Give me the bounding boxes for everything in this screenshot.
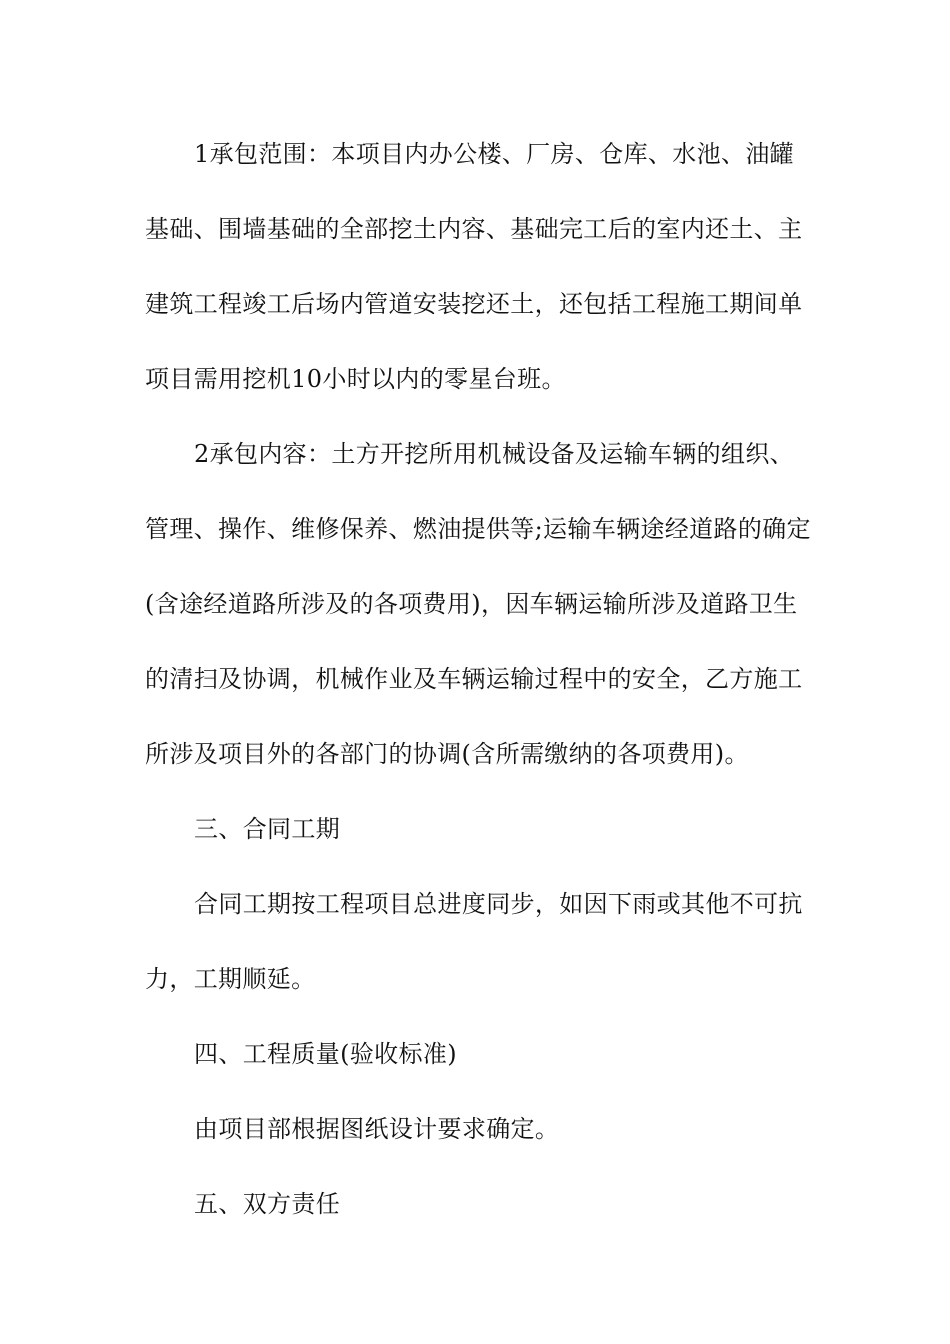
paragraph-line: 合同工期按工程项目总进度同步，如因下雨或其他不可抗 bbox=[194, 890, 803, 918]
paragraph-line: 2承包内容：土方开挖所用机械设备及运输车辆的组织、 bbox=[194, 440, 795, 468]
paragraph-line: (含途经道路所涉及的各项费用)，因车辆运输所涉及道路卫生 bbox=[145, 590, 798, 618]
paragraph-line: 由项目部根据图纸设计要求确定。 bbox=[194, 1115, 560, 1143]
paragraph-line: 的清扫及协调，机械作业及车辆运输过程中的安全，乙方施工 bbox=[145, 665, 803, 693]
paragraph-line: 建筑工程竣工后场内管道安装挖还土，还包括工程施工期间单 bbox=[145, 290, 803, 318]
paragraph-line: 力，工期顺延。 bbox=[145, 965, 316, 993]
paragraph-line: 管理、操作、维修保养、燃油提供等;运输车辆途经道路的确定 bbox=[145, 515, 811, 543]
paragraph-line: 所涉及项目外的各部门的协调(含所需缴纳的各项费用)。 bbox=[145, 740, 749, 768]
paragraph-line: 项目需用挖机10小时以内的零星台班。 bbox=[145, 365, 566, 393]
section-heading: 四、工程质量(验收标准) bbox=[194, 1040, 457, 1068]
paragraph-line: 基础、围墙基础的全部挖土内容、基础完工后的室内还土、主 bbox=[145, 215, 803, 243]
section-heading: 五、双方责任 bbox=[194, 1190, 341, 1218]
paragraph-line: 1承包范围：本项目内办公楼、厂房、仓库、水池、油罐 bbox=[194, 140, 795, 168]
section-heading: 三、合同工期 bbox=[194, 815, 341, 843]
